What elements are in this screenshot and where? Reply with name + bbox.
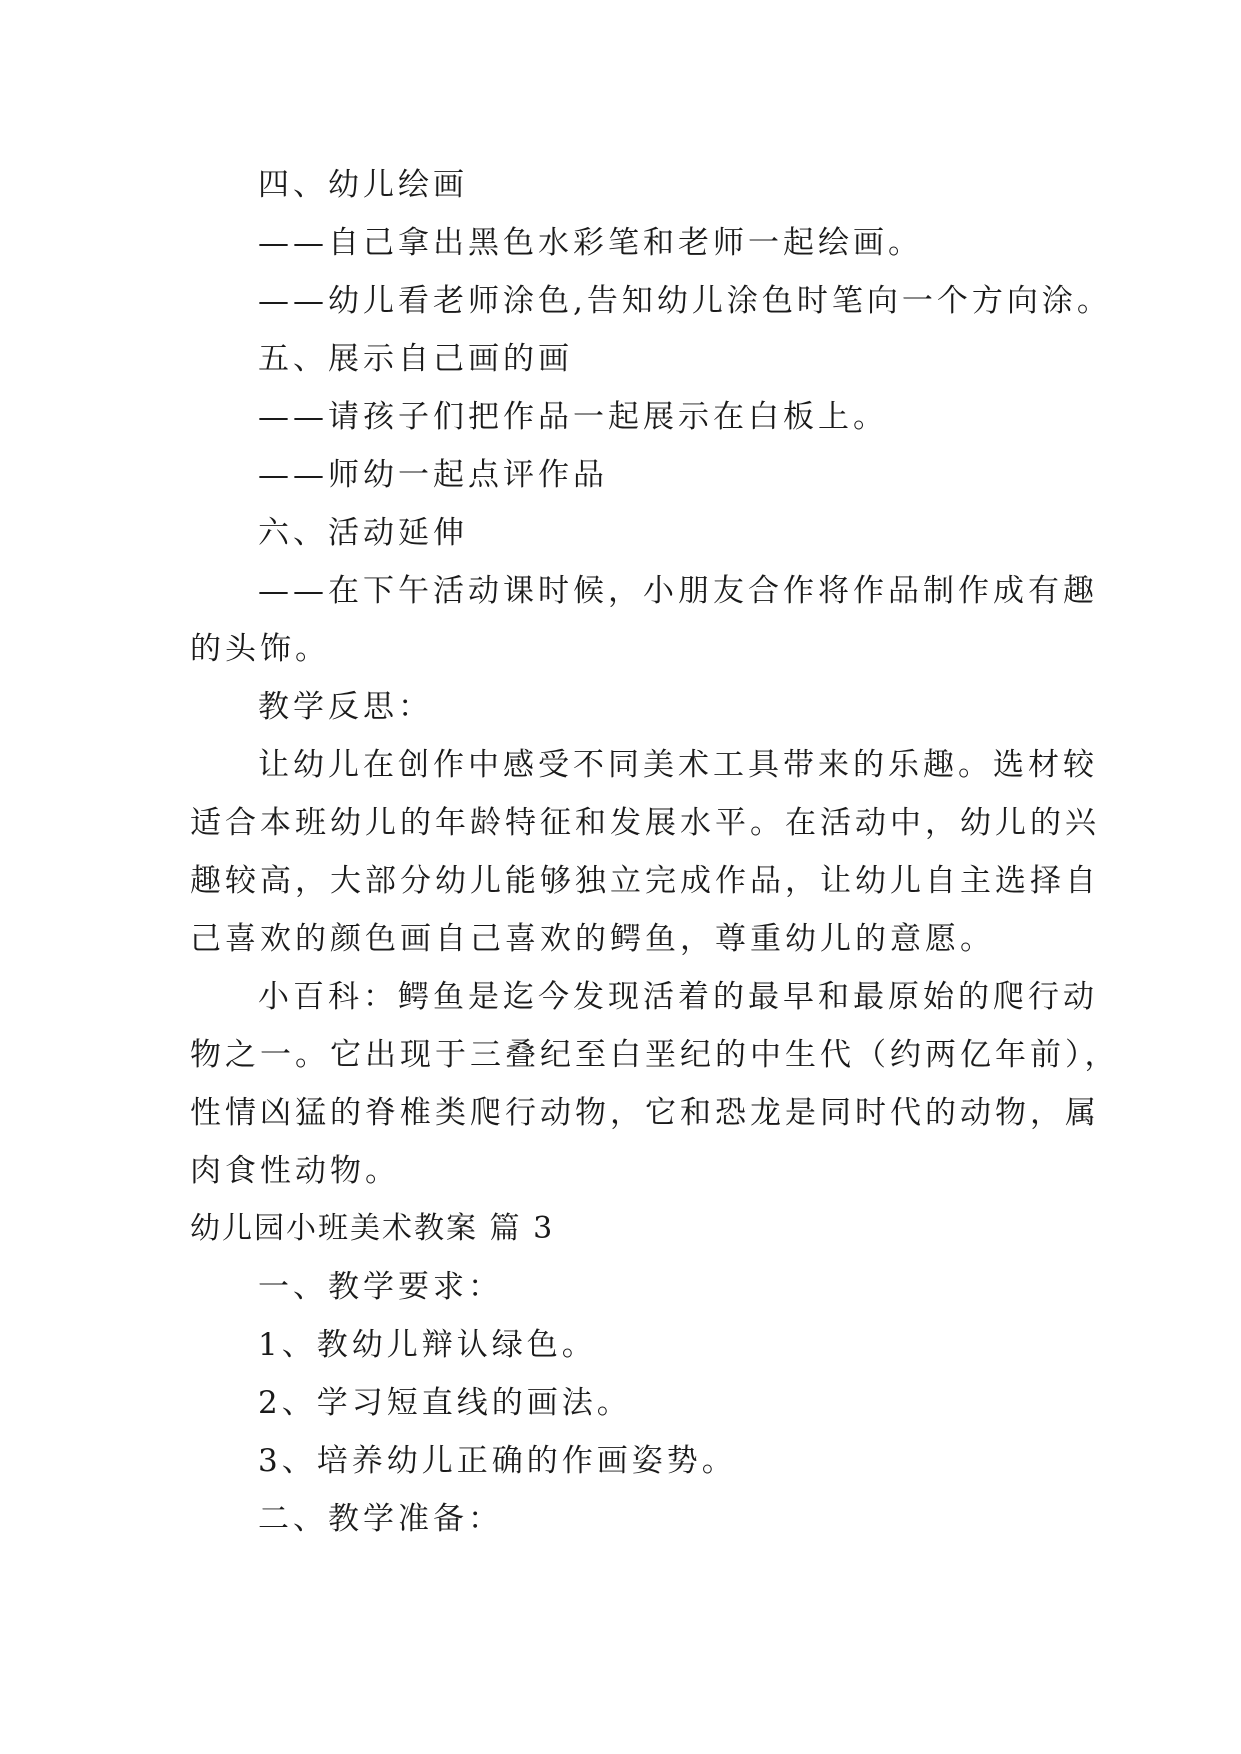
list-item: 1、教幼儿辩认绿色。	[258, 1327, 597, 1363]
paragraph-line: 己喜欢的颜色画自己喜欢的鳄鱼，尊重幼儿的意愿。	[190, 921, 995, 957]
section-heading: 四、幼儿绘画	[258, 167, 468, 203]
paragraph-line: 肉食性动物。	[190, 1153, 400, 1189]
section-heading: 教学反思：	[258, 689, 433, 725]
paragraph-line: ——在下午活动课时候，小朋友合作将作品制作成有趣	[258, 573, 1098, 609]
paragraph-line: 小百科：鳄鱼是迄今发现活着的最早和最原始的爬行动	[258, 979, 1098, 1015]
section-heading: 五、展示自己画的画	[258, 341, 573, 377]
list-item: 2、学习短直线的画法。	[258, 1385, 632, 1421]
section-heading: 六、活动延伸	[258, 515, 468, 551]
section-heading: 二、教学准备：	[258, 1501, 503, 1537]
paragraph-line: 适合本班幼儿的年龄特征和发展水平。在活动中，幼儿的兴	[190, 805, 1100, 841]
paragraph-line: 让幼儿在创作中感受不同美术工具带来的乐趣。选材较	[258, 747, 1098, 783]
paragraph-line: ——请孩子们把作品一起展示在白板上。	[258, 399, 888, 435]
paragraph-line: ——师幼一起点评作品	[258, 457, 608, 493]
paragraph-line: ——自己拿出黑色水彩笔和老师一起绘画。	[258, 225, 923, 261]
paragraph-line: 性情凶猛的脊椎类爬行动物，它和恐龙是同时代的动物，属	[190, 1095, 1100, 1131]
paragraph-line: 趣较高，大部分幼儿能够独立完成作品，让幼儿自主选择自	[190, 863, 1100, 899]
list-item: 3、培养幼儿正确的作画姿势。	[258, 1443, 737, 1479]
paragraph-line: ——幼儿看老师涂色,告知幼儿涂色时笔向一个方向涂。	[258, 283, 1112, 319]
section-heading: 一、教学要求：	[258, 1269, 503, 1305]
paragraph-line: 物之一。它出现于三叠纪至白垩纪的中生代（约两亿年前），	[190, 1037, 1120, 1073]
paragraph-line: 的头饰。	[190, 631, 330, 667]
document-title: 幼儿园小班美术教案 篇 3	[190, 1211, 555, 1246]
